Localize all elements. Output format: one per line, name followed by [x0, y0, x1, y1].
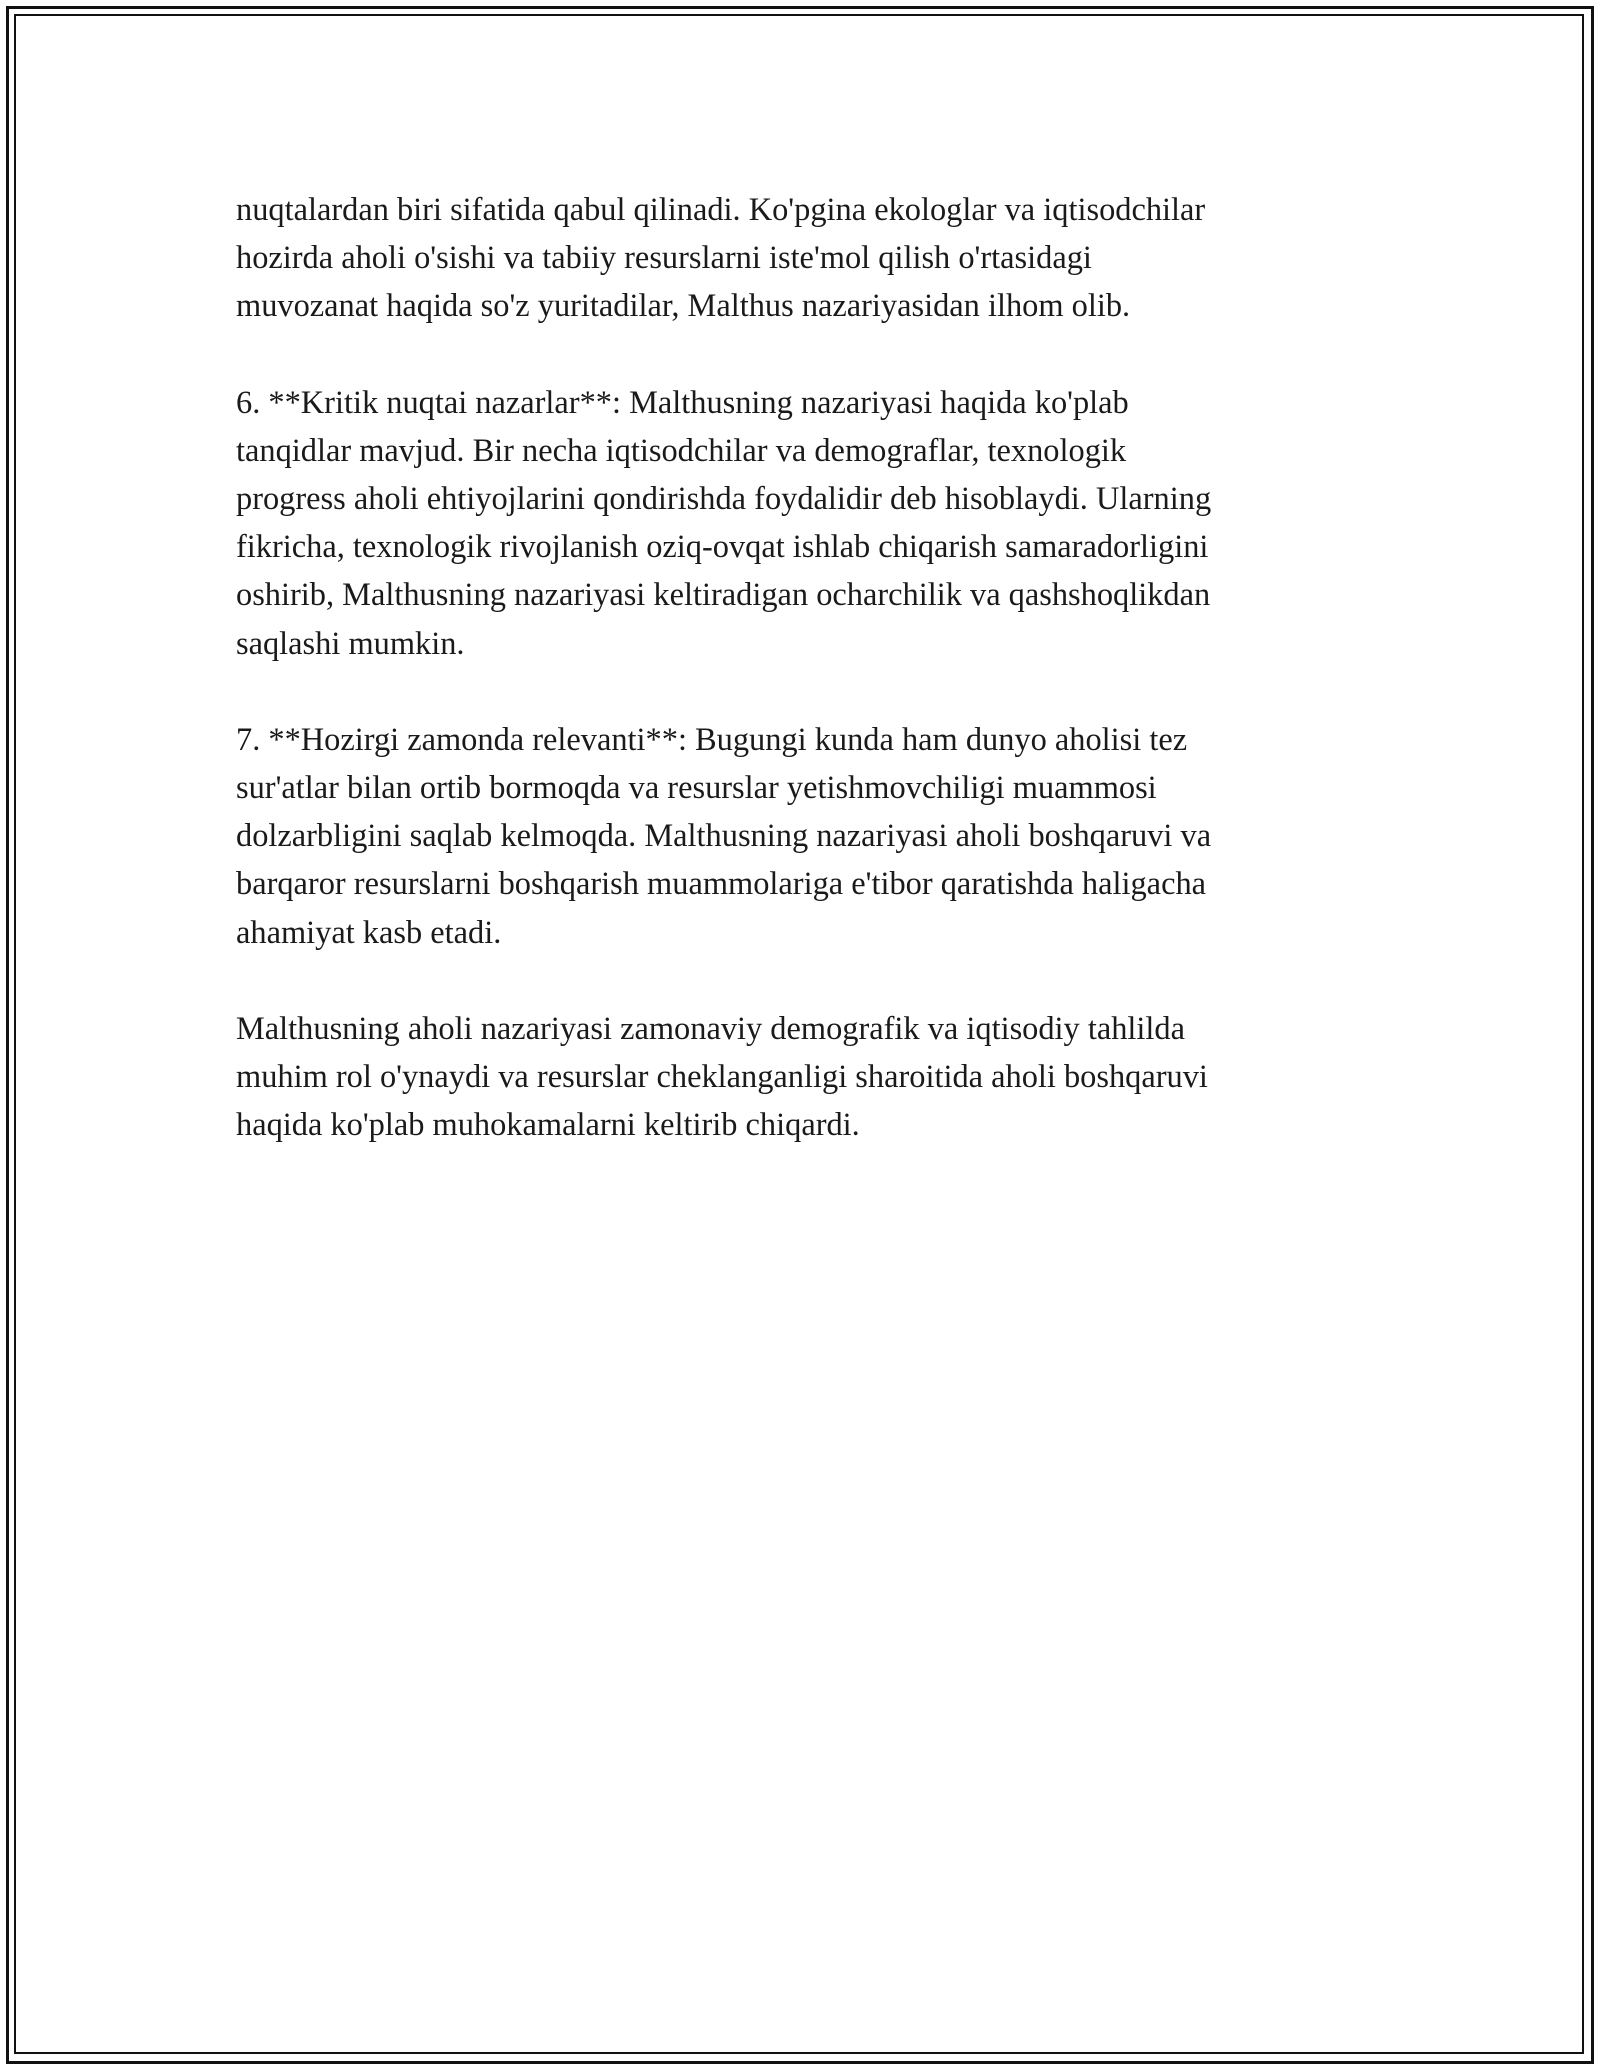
text-line: barqaror resurslarni boshqarish muammolariga e'tibor qaratishda haligacha	[236, 866, 1207, 903]
text-line: 6. **Kritik nuqtai nazarlar**: Malthusning nazariyasi haqida ko'plab	[236, 384, 1129, 421]
text-line: haqida ko'plab muhokamalarni keltirib chiqardi.	[236, 1107, 860, 1144]
paragraph-critical-views	[236, 379, 1366, 668]
text-line: Malthusning aholi nazariyasi zamonaviy demografik va iqtisodiy tahlilda	[236, 1010, 1185, 1047]
text-line: ahamiyat kasb etadi.	[236, 914, 502, 951]
text-line: muvozanat haqida so'z yuritadilar, Malthus nazariyasidan ilhom olib.	[236, 288, 1131, 325]
text-line: tanqidlar mavjud. Bir necha iqtisodchilar va demograflar, texnologik	[236, 432, 1127, 469]
paragraph-continuation	[236, 186, 1366, 331]
text-line: sur'atlar bilan ortib bormoqda va resurslar yetishmovchiligi muammosi	[236, 770, 1157, 807]
text-line: dolzarbligini saqlab kelmoqda. Malthusning nazariyasi aholi boshqaruvi va	[236, 818, 1212, 855]
text-line: hozirda aholi o'sishi va tabiiy resurslarni iste'mol qilish o'rtasidagi	[236, 240, 1092, 277]
text-line: nuqtalardan biri sifatida qabul qilinadi. Ko'pgina ekologlar va iqtisodchilar	[236, 192, 1206, 228]
text-line: 7. **Hozirgi zamonda relevanti**: Bugungi kunda ham dunyo aholisi tez	[236, 721, 1188, 758]
document-body	[236, 186, 1366, 1197]
text-line: progress aholi ehtiyojlarini qondirishda foydalidir deb hisoblaydi. Ularning	[236, 481, 1212, 518]
text-line: oshirib, Malthusning nazariyasi keltiradigan ocharchilik va qashshoqlikdan	[236, 577, 1211, 614]
paragraph-conclusion	[236, 1005, 1366, 1150]
text-line: saqlashi mumkin.	[236, 625, 465, 662]
text-line: fikricha, texnologik rivojlanish oziq-ovqat ishlab chiqarish samaradorligini	[236, 529, 1209, 566]
paragraph-modern-relevance	[236, 716, 1366, 957]
text-line: muhim rol o'ynaydi va resurslar cheklanganligi sharoitida aholi boshqaruvi	[236, 1059, 1208, 1096]
